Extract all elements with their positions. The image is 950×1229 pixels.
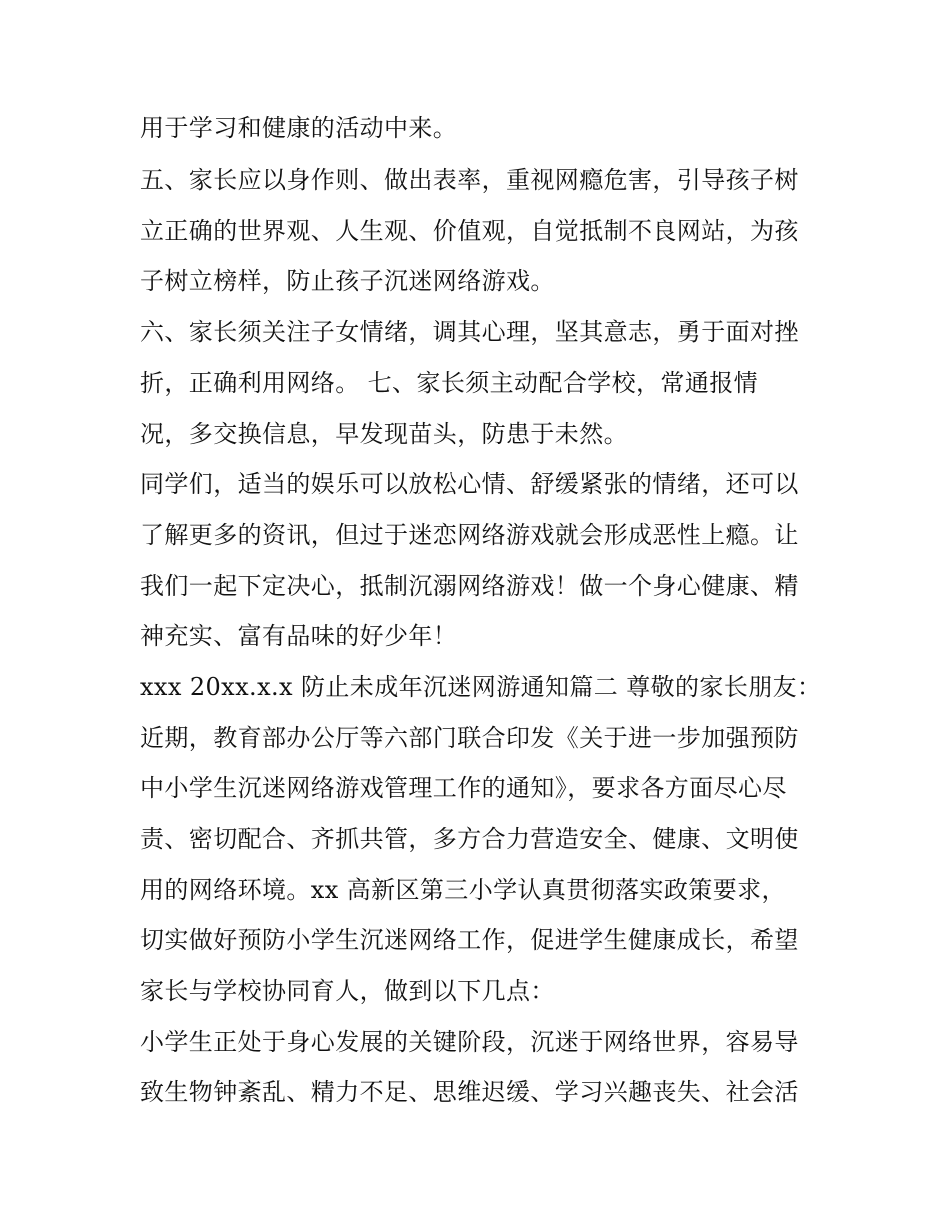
- text-line: 同学们，适当的娱乐可以放松心情、舒缓紧张的情绪，还可以: [140, 470, 799, 498]
- text-line: 家长与学校协同育人，做到以下几点：: [140, 977, 555, 1005]
- text-line: 六、家长须关注子女情绪，调其心理，坚其意志，勇于面对挫: [140, 318, 799, 346]
- text-line: 小学生正处于身心发展的关键阶段，沉迷于网络世界，容易导: [140, 1028, 799, 1056]
- text-line: 五、家长应以身作则、做出表率，重视网瘾危害，引导孩子树: [140, 166, 799, 194]
- text-line: 况，多交换信息，早发现苗头，防患于未然。: [140, 420, 628, 448]
- text-line: 致生物钟紊乱、精力不足、思维迟缓、学习兴趣丧失、社会活: [140, 1078, 799, 1106]
- text-line: 用于学习和健康的活动中来。: [140, 114, 458, 142]
- text-line: 切实做好预防小学生沉迷网络工作，促进学生健康成长，希望: [140, 926, 799, 954]
- text-line: 我们一起下定决心，抵制沉溺网络游戏！做一个身心健康、精: [140, 572, 799, 600]
- text-line: 折，正确利用网络。 七、家长须主动配合学校，常通报情: [140, 369, 759, 397]
- text-line: 中小学生沉迷网络游戏管理工作的通知》，要求各方面尽心尽: [140, 774, 787, 802]
- text-line: 用的网络环境。xx 高新区第三小学认真贯彻落实政策要求，: [140, 876, 786, 904]
- text-line: 近期，教育部办公厅等六部门联合印发《关于进一步加强预防: [140, 724, 799, 752]
- text-line: 责、密切配合、齐抓共管，多方合力营造安全、健康、文明使: [140, 825, 799, 853]
- text-line: 子树立榜样，防止孩子沉迷网络游戏。: [140, 267, 555, 295]
- text-line: xxx 20xx.x.x 防止未成年沉迷网游通知篇二 尊敬的家长朋友：: [140, 673, 822, 701]
- text-line: 立正确的世界观、人生观、价值观，自觉抵制不良网站，为孩: [140, 217, 799, 245]
- text-line: 神充实、富有品味的好少年！: [140, 622, 458, 650]
- text-line: 了解更多的资讯，但过于迷恋网络游戏就会形成恶性上瘾。让: [140, 521, 799, 549]
